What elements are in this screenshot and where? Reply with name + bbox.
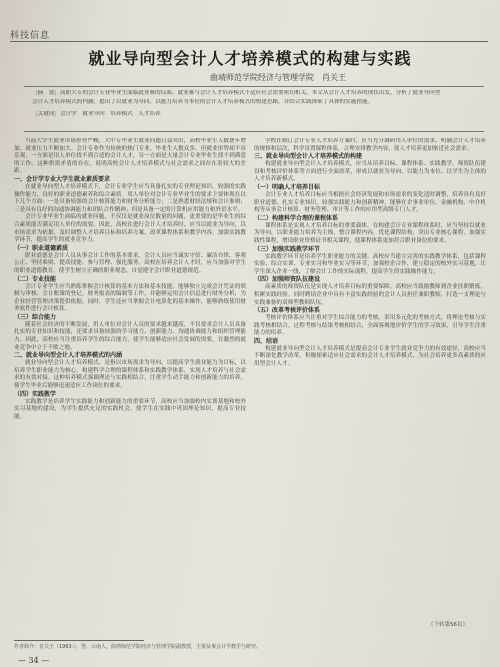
body-paragraph: 高素质的师资队伍是实现人才培养目标的重要保障。高校应当鼓励教师到企业挂职锻炼，积累实践经验，同时聘请企业中具有丰富实践经验的会计人员担任兼职教师，打造一支理论与实践兼备的双师型教师队伍。 bbox=[254, 284, 486, 306]
header-rule bbox=[10, 41, 488, 42]
abstract-line: ［摘 要］高职大专的会计专业毕业生面临就业难的局面，就业难与会计人才培养模式不适应社会需要密切相关。本文从会计人才培养的现状出发，分析了就业导向型 bbox=[32, 90, 441, 96]
keywords-line: ［关键词］会计学 就业导向 培养模式 人才培养 bbox=[32, 111, 161, 117]
page-number: — 34 — bbox=[18, 656, 50, 665]
continued-note: （下转第56页） bbox=[428, 622, 468, 628]
body-paragraph: 就业导向型会计人才培养模式，是指以市场需求为导向，以提高学生就业能力为目标，以培养学生职业能力为核心，构建科学合理的课程体系和实践教学体系，实现人才培养与社会需求的有效对接。这种培养模式强调理论与实践相结合，注重学生动手能力和创新能力的培养，使学生毕业后能够迅速适应工作岗位的要求。 bbox=[14, 360, 246, 390]
body-paragraph: 会计专业学生应当熟练掌握会计核算的基本方法和基本技能，能够独立完成会计凭证的填制与审核、会计账簿的登记、财务报表的编制等工作，并能够运用会计信息进行财务分析，为企业经营管理决策提供依据。同时，学生还应当掌握会计电算化的基本操作，能够熟练使用财务软件进行会计核算。 bbox=[14, 283, 246, 313]
article-title: 就业导向型会计人才培养模式的构建与实践 bbox=[88, 49, 412, 68]
author-byline: 曲靖师范学院经济与管理学院 肖关王 bbox=[210, 73, 346, 82]
body-paragraph: 构建就业导向型会计人才培养模式是提高会计专业学生就业竞争力的有效途径，高校应当不断深化教学改革，积极探索适应社会需求的会计人才培养模式，为社会培养更多高素质的应用型会计人才。 bbox=[254, 345, 486, 368]
body-paragraph: 会计专业毕业生面临的就业问题，不仅仅是就业岗位数量的问题，更重要的是毕业生的综合素质能否满足用人单位的需要。因此，高校在进行会计人才培养时，应当以就业为导向，以市场需求为依据，及时调整人才培养目标和培养方案，改革课程体系和教学内容，加强实践教学环节，提高学生的就业竞争力。 bbox=[14, 214, 246, 244]
section-heading: 二、就业导向型会计人才培养模式的内涵 bbox=[14, 352, 123, 360]
column-tag: 科技信息 bbox=[10, 31, 51, 41]
section-heading: 三、就业导向型会计人才培养模式的构建 bbox=[254, 153, 363, 161]
abstract-line: 会计人才培养模式的内涵，提出了以就业为导向、以能力培养为本位的会计人才培养模式的构建思路，并结合实践探索了具体的实施措施。 bbox=[32, 99, 374, 105]
section-heading: （四）实践教学 bbox=[14, 390, 57, 398]
section-heading: （一）明确人才培养目标 bbox=[254, 183, 321, 191]
footnote-rule bbox=[14, 640, 144, 641]
body-paragraph: 课程体系是实现人才培养目标的重要载体。在构建会计专业课程体系时，应当坚持以就业为导向，以职业能力培养为主线，整合课程内容，优化课程结构，突出专业核心课程，加强实践性课程，增设职业资格证书相关课程，使课程体系更加符合职业岗位的要求。 bbox=[254, 222, 486, 244]
section-heading: （二）构建科学合理的课程体系 bbox=[254, 214, 339, 222]
left-column bbox=[14, 138, 246, 638]
body-paragraph: 实践教学环节是培养学生职业能力的关键。高校应当建立完善的实践教学体系，包括课程实验、综合实训、专业实习和毕业实习等环节，加强校企合作，建立稳定的校外实习基地，让学生深入企业一线，了解会计工作的实际流程，提高学生的实践操作能力。 bbox=[254, 253, 486, 275]
section-heading: （一）职业道德素质 bbox=[14, 244, 69, 252]
section-heading: （三）加强实践教学环节 bbox=[254, 245, 321, 253]
body-paragraph: 会计专业人才培养目标应当根据社会经济发展和市场需求的变化适时调整，培养具有良好职业道德、扎实专业知识、较强实践能力和创新精神，能够在企事业单位、金融机构、中介机构等从事会计核算、财务管理、审计等工作的应用型高级专门人才。 bbox=[254, 191, 486, 214]
body-paragraph: 构建就业导向型会计人才培养模式，应当从培养目标、课程体系、实践教学、师资队伍建设和考核评价体系等方面进行全面改革，形成以就业为导向、以能力为本位、以学生为主体的人才培养新模式。 bbox=[254, 161, 486, 183]
section-heading: 一、会计学专业大学生就业素质要求 bbox=[14, 175, 111, 183]
abstract-box bbox=[24, 86, 484, 132]
section-heading: （三）综合能力 bbox=[14, 313, 57, 321]
body-paragraph: 职业道德是会计人员从事会计工作的基本要求，会计人员应当诚实守信、廉洁自律、客观公正、坚持准则、提高技能、参与管理、强化服务。高校在培养会计人才时，应当加强对学生的职业道德教育，使学生树立正确的职业观念，自觉遵守会计职业道德规范。 bbox=[14, 252, 246, 274]
body-paragraph: 学校在制订会计专业人才培养方案时，应当充分调研用人单位的需求，明确会计人才培养的规格和层次，科学设置课程体系，合理安排教学内容，使人才培养更加贴近社会需求。 bbox=[254, 138, 486, 152]
section-heading: （二）专业技能 bbox=[14, 275, 57, 283]
body-paragraph: 随着社会经济的不断发展，用人单位对会计人员的要求越来越高，不仅要求会计人员具备扎实的专业知识和技能，还要求具备较强的学习能力、创新能力、沟通协调能力和组织管理能力。因此，高校应当注重培养学生的综合能力，使学生能够适应社会发展的需要，在激烈的就业竞争中立于不败之地。 bbox=[14, 321, 246, 351]
body-paragraph: 当前大学生就业市场形势严峻，大中专毕业生就业问题日益突出，高校毕业生人数逐年增加，就业压力不断加大。会计专业作为传统的热门专业，毕业生人数众多，但就业形势却不容乐观，一方面是用人单位找不到合适的会计人才，另一方面是大量会计专业毕业生找不到满意的工作。这种供需矛盾的存在，说明高校会计人才培养模式与社会需求之间存在着较大的差距。 bbox=[14, 138, 246, 175]
body-paragraph: 实践教学是培养学生实践能力和创新能力的重要环节，高校应当加强校内实训基地和校外实习基地的建设，为学生提供充足的实践机会，使学生在实践中巩固理论知识，提高专业技能。 bbox=[14, 398, 246, 420]
body-paragraph: 考核评价体系应当注重对学生综合能力的考核，采用多元化的考核方式，将理论考核与实践考核相结合，过程考核与结果考核相结合，全面客观地评价学生的学习效果，引导学生注重能力的培养。 bbox=[254, 315, 486, 337]
body-paragraph: 在就业导向型人才培养模式下，会计专业学生应当具备扎实的专业理论知识、较强的实践操作能力、良好的职业道德素养和综合素质。用人单位对会计专业毕业生的要求主要体现在以下几个方面：一是具备较强的会计核算能力和财务分析能力；二是熟悉财经法规和会计准则；三是具有良好的沟通协调能力和团队合作精神；四是具备一定的计算机应用能力和外语水平。 bbox=[14, 183, 246, 213]
section-heading: 四、结语 bbox=[254, 337, 279, 345]
section-heading: （五）改革考核评价体系 bbox=[254, 307, 321, 315]
author-footnote: 作者简介：肖关王（1963-），男，云南人，曲靖师范学院经济与管理学院副教授，主要从事会计学教学与研究。 bbox=[14, 644, 262, 650]
right-column bbox=[254, 138, 486, 638]
section-heading: （四）加强师资队伍建设 bbox=[254, 276, 321, 284]
